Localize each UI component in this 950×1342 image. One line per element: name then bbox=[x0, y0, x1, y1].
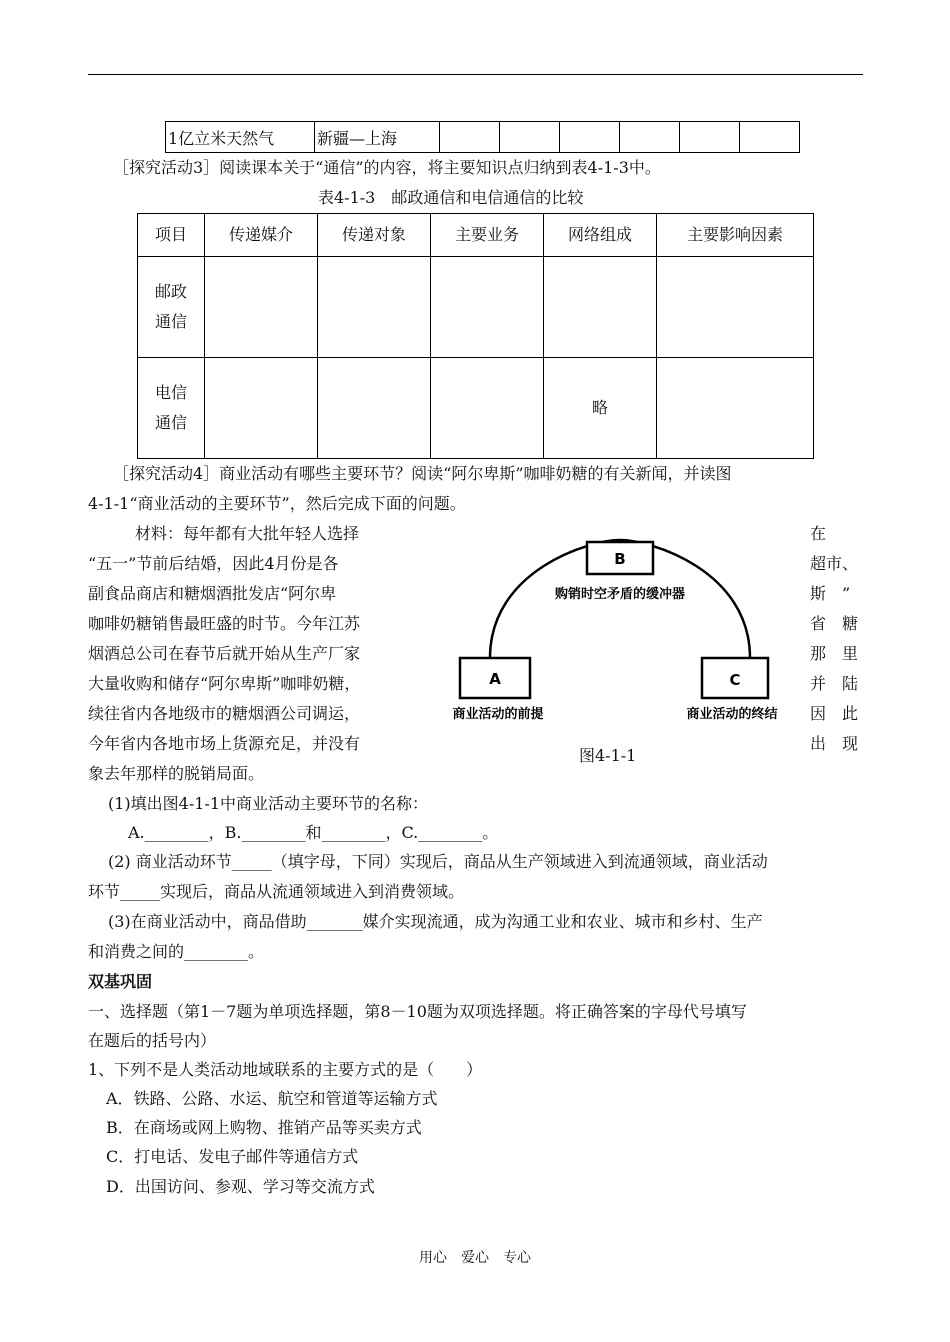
header-cell: 传递媒介 bbox=[205, 214, 318, 257]
box-a-letter: A bbox=[489, 670, 501, 688]
table-cell bbox=[657, 358, 814, 459]
mc1-option: C．打电话、发电子邮件等通信方式 bbox=[106, 1147, 359, 1166]
row-label-postal bbox=[138, 257, 205, 358]
table-cell bbox=[544, 257, 657, 358]
box-c-letter: C bbox=[729, 671, 741, 689]
table-cell: 新疆—上海 bbox=[315, 122, 440, 153]
material-right-fragment: 省 糖 bbox=[810, 614, 859, 633]
question-2-line1: (2) 商业活动环节_____（填字母，下同）实现后，商品从生产领域进入到流通领域，商业活动 bbox=[108, 852, 768, 871]
row-label-line: 通信 bbox=[154, 413, 187, 432]
table413-caption: 表4-1-3 邮政通信和电信通信的比较 bbox=[318, 188, 584, 207]
table-cell bbox=[318, 257, 431, 358]
header-cell: 主要影响因素 bbox=[657, 214, 814, 257]
mc1-option: A．铁路、公路、水运、航空和管道等运输方式 bbox=[106, 1089, 438, 1108]
gas-row-table bbox=[165, 121, 800, 153]
material-line: 材料：每年都有大批年轻人选择 bbox=[135, 524, 360, 543]
mc-intro-line1: 一、选择题（第1－7题为单项选择题，第8－10题为双项选择题。将正确答案的字母代号填写 bbox=[88, 1002, 747, 1021]
box-b-letter: B bbox=[614, 550, 626, 568]
label-c: 商业活动的终结 bbox=[686, 707, 778, 722]
table-cell bbox=[620, 122, 680, 153]
table-cell bbox=[560, 122, 620, 153]
material-line: 大量收购和储存“阿尔卑斯”咖啡奶糖， bbox=[88, 674, 361, 693]
table-4-1-3 bbox=[137, 213, 814, 459]
material-right-fragment: 在 bbox=[810, 524, 827, 543]
row-label-line: 邮政 bbox=[154, 282, 187, 301]
diagram-caption: 图4-1-1 bbox=[579, 746, 637, 765]
activity4-line2: 4-1-1“商业活动的主要环节”，然后完成下面的问题。 bbox=[88, 494, 466, 513]
material-right-fragment: 斯 ” bbox=[810, 584, 851, 603]
table-cell bbox=[680, 122, 740, 153]
mc-intro-line2: 在题后的括号内） bbox=[88, 1031, 217, 1050]
row-label-line: 电信 bbox=[154, 383, 187, 402]
table-cell bbox=[500, 122, 560, 153]
header-rule bbox=[88, 74, 863, 75]
label-a: 商业活动的前提 bbox=[452, 707, 544, 722]
material-right-fragment: 超市、 bbox=[810, 554, 859, 573]
activity3-text: ［探究活动3］阅读课本关于“通信”的内容，将主要知识点归纳到表4-1-3中。 bbox=[113, 158, 661, 177]
table-cell bbox=[431, 257, 544, 358]
table-cell bbox=[440, 122, 500, 153]
question-3-line2: 和消费之间的________。 bbox=[88, 942, 265, 961]
table-cell bbox=[740, 122, 800, 153]
activity4-line1: ［探究活动4］商业活动有哪些主要环节？阅读“阿尔卑斯”咖啡奶糖的有关新闻，并读图 bbox=[113, 464, 732, 483]
table-cell bbox=[205, 257, 318, 358]
table-cell: 略 bbox=[544, 358, 657, 459]
material-line: 烟酒总公司在春节后就开始从生产厂家 bbox=[88, 644, 361, 663]
material-right-fragment: 因 此 bbox=[810, 704, 859, 723]
header-cell: 项目 bbox=[138, 214, 205, 257]
table-cell bbox=[431, 358, 544, 459]
material-line: 今年省内各地市场上货源充足，并没有 bbox=[88, 734, 361, 753]
section-title: 双基巩固 bbox=[88, 972, 153, 991]
material-right-fragment: 并 陆 bbox=[810, 674, 859, 693]
material-right-fragment: 出 现 bbox=[810, 734, 859, 753]
mc1-option: B．在商场或网上购物、推销产品等买卖方式 bbox=[106, 1118, 422, 1137]
material-line: 副食品商店和糖烟酒批发店“阿尔卑 bbox=[88, 584, 337, 603]
question-1-blanks: A.________，B.________和________，C.________。 bbox=[128, 823, 499, 842]
commerce-diagram bbox=[430, 530, 810, 770]
table-cell bbox=[318, 358, 431, 459]
row-label-telecom bbox=[138, 358, 205, 459]
header-cell: 网络组成 bbox=[544, 214, 657, 257]
header-cell: 主要业务 bbox=[431, 214, 544, 257]
mc1-question: 1、下列不是人类活动地域联系的主要方式的是（ ） bbox=[88, 1060, 483, 1079]
table-cell: 1亿立米天然气 bbox=[166, 122, 315, 153]
material-line: 咖啡奶糖销售最旺盛的时节。今年江苏 bbox=[88, 614, 361, 633]
table-row bbox=[138, 358, 814, 459]
label-b: 购销时空矛盾的缓冲器 bbox=[554, 587, 686, 602]
table-row bbox=[138, 257, 814, 358]
table-cell bbox=[657, 257, 814, 358]
question-1: (1)填出图4-1-1中商业活动主要环节的名称： bbox=[108, 794, 429, 813]
table-row bbox=[166, 122, 800, 153]
table-cell bbox=[205, 358, 318, 459]
material-line: 续往省内各地级市的糖烟酒公司调运， bbox=[88, 704, 361, 723]
mc1-option: D．出国访问、参观、学习等交流方式 bbox=[106, 1177, 375, 1196]
table-header-row bbox=[138, 214, 814, 257]
material-line: “五一”节前后结婚，因此4月份是各 bbox=[88, 554, 339, 573]
page-footer: 用心 爱心 专心 bbox=[419, 1250, 531, 1266]
row-label-line: 通信 bbox=[154, 312, 187, 331]
material-right-fragment: 那 里 bbox=[810, 644, 859, 663]
material-line: 象去年那样的脱销局面。 bbox=[88, 764, 265, 783]
question-3-line1: (3)在商业活动中，商品借助_______媒介实现流通，成为沟通工业和农业、城市和乡村、生产 bbox=[108, 912, 763, 931]
question-2-line2: 环节_____实现后，商品从流通领域进入到消费领域。 bbox=[88, 882, 465, 901]
header-cell: 传递对象 bbox=[318, 214, 431, 257]
